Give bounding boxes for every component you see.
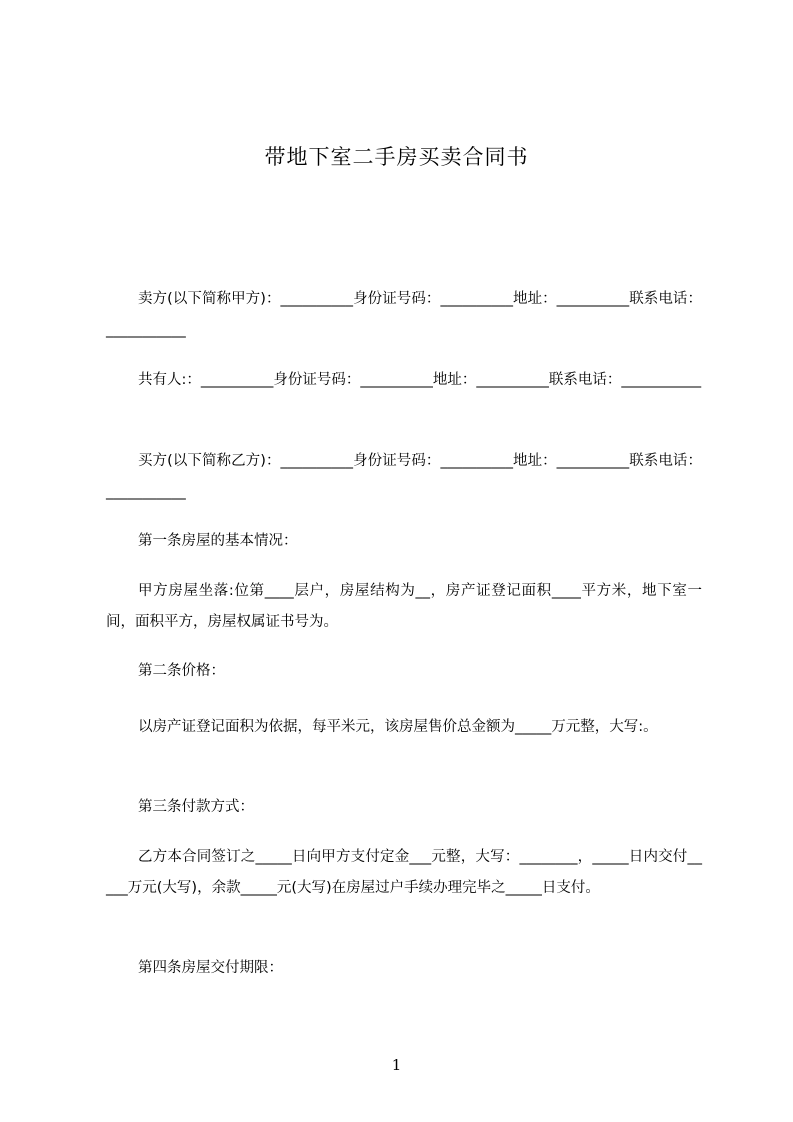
article-1-body: 甲方房屋坐落:位第____层户，房屋结构为__，房产证登记面积____平方米，地下室一间，面积平方，房屋权属证书号为。 xyxy=(106,583,702,630)
seller-info-paragraph: 卖方(以下简称甲方)：__________身份证号码：__________地址：__________联系电话：___________ xyxy=(106,291,702,338)
co-owner-info-paragraph: 共有人:：__________身份证号码：__________地址：__________联系电话：___________ xyxy=(138,372,702,388)
article-2-heading: 第二条价格： xyxy=(138,663,225,679)
contract-title: 带地下室二手房买卖合同书 xyxy=(264,145,529,169)
article-3-heading: 第三条付款方式： xyxy=(138,799,254,815)
article-4-heading: 第四条房屋交付期限： xyxy=(138,960,283,976)
article-3-body: 乙方本合同签订之_____日向甲方支付定金___元整，大写：________，_____日内交付_____万元(大写)，余款_____元(大写)在房屋过户手续办理完毕之_____日支付。 xyxy=(106,849,702,896)
page-number: 1 xyxy=(391,1056,402,1074)
article-1-heading: 第一条房屋的基本情况： xyxy=(138,533,298,549)
buyer-info-paragraph: 买方(以下简称乙方)：__________身份证号码：__________地址：__________联系电话：___________ xyxy=(106,453,702,500)
article-2-body: 以房产证登记面积为依据，每平米元，该房屋售价总金额为_____万元整，大写:。 xyxy=(138,719,658,735)
